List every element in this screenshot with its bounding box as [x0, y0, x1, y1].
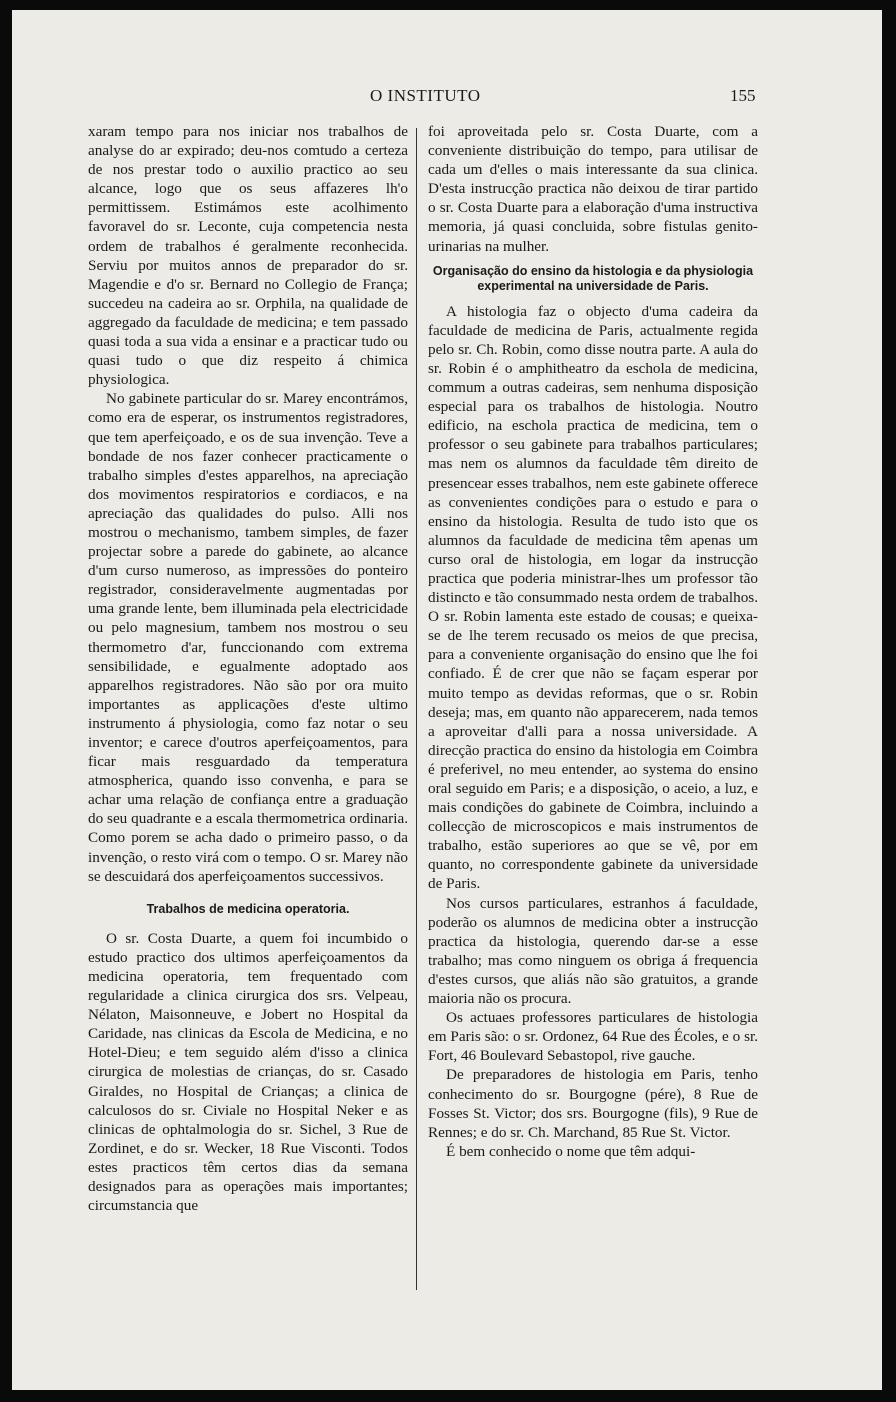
section-heading-histologia: Organisação do ensino da histologia e da physiologia experimental na universidade de Paris.: [432, 263, 754, 293]
running-title: O INSTITUTO: [370, 86, 481, 105]
right-column: [428, 122, 758, 1161]
column-divider: [416, 128, 417, 1290]
page-number: 155: [730, 86, 756, 105]
right-paragraph-4: Os actuaes professores particulares de histologia em Paris são: o sr. Ordonez, 64 Rue des Écoles, e o sr. Fort, 46 Boulevard Sebastopol, rive gauche.: [428, 1009, 758, 1065]
right-paragraph-6: É bem conhecido o nome que têm adqui-: [446, 1142, 696, 1160]
left-paragraph-3: O sr. Costa Duarte, a quem foi incumbido o estudo practico dos ultimos aperfeiçoamentos da medicina operatoria, tem frequentado com regularidade a clinica cirurgica dos srs. Velpeau, Nélaton, Maisonneuve, e Jobert no Hospital da Caridade, nas clinicas da Escola de Medicina, e no Hotel-Dieu; e tem seguido além d'isso a clinica cirurgica de molestias de crianças, do sr. Casado Giraldes, no Hospital de Crianças; a clinica de calculosos do sr. Civiale no Hospital Neker e as clinicas de ophtalmologia do sr. Sichel, 3 Rue de Zordinet, e do sr. Wecker, 18 Rue Visconti. Todos estes practicos têm certos dias da semana designados para as operações mais importantes; circumstancia que: [88, 929, 408, 1215]
left-column: [88, 122, 408, 1215]
right-paragraph-1: foi aproveitada pelo sr. Costa Duarte, com a conveniente distribuição do tempo, para utilisar de cada um d'elles o mais interessante da sua clinica. D'esta instrucção practica não deixou de tirar partido o sr. Costa Duarte para a elaboração d'uma instructiva memoria, já quasi concluida, sobre fistulas genito-urinarias na mulher.: [428, 123, 758, 255]
section-heading-medicina-operatoria: Trabalhos de medicina operatoria.: [146, 901, 350, 916]
document-page: [12, 10, 882, 1390]
page-header: [12, 86, 882, 112]
right-paragraph-2: A histologia faz o objecto d'uma cadeira da faculdade de medicina de Paris, actualmente regida pelo sr. Ch. Robin, como disse noutra parte. A aula do sr. Robin é o amphitheatro da eschola de medicina, commum a outras cadeiras, sem nenhuma disposição especial para os trabalhos de histologia. Noutro edificio, na eschola practica de medicina, tem o professor o seu gabinete para trabalhos particulares; mas nem os alumnos da faculdade têm direito de presencear esses trabalhos, nem este gabinete offerece as convenientes condições para o estudo e para o ensino da histologia. Resulta de tudo isto que os alumnos da faculdade de medicina têm apenas um curso oral de histologia, em logar da instrucção practica que poderia ministrar-lhes um professor tão distincto e tão consummado nesta ordem de trabalhos. O sr. Robin lamenta este estado de cousas; e queixa-se de lhe terem recusado os meios de que precisa, para a conveniente organisação do ensino que lhe foi confiado. É de crer que não se façam esperar por muito tempo as devidas reformas, que o sr. Robin deseja; mas, em quanto não apparecerem, nada temos a aproveitar d'alli para a nossa universidade. A direcção practica do ensino da histologia em Coimbra é preferivel, no meu entender, ao systema do ensino oral seguido em Paris; e a disposição, o aceio, a luz, e mais condições do gabinete de Coimbra, incluindo a collecção de microscopicos e mais instrumentos de trabalho, estão superiores ao que se vê, por em quanto, no correspondente gabinete da universidade de Paris.: [428, 302, 758, 893]
right-paragraph-3: Nos cursos particulares, estranhos á faculdade, poderão os alumnos de medicina obter a instrucção practica da histologia, querendo dar-se a esse trabalho; mas como ninguem os obriga á frequencia d'estes cursos, que aliás não são gratuitos, a grande maioria não os procura.: [428, 894, 758, 1008]
left-paragraph-2: No gabinete particular do sr. Marey encontrámos, como era de esperar, os instrumentos registradores, que tem aperfeiçoado, e os de sua invenção. Teve a bondade de nos fazer conhecer practicamente o trabalho simples d'estes apparelhos, na apreciação dos movimentos respiratorios e cordiacos, e na apreciação das qualidades do pulso. Alli nos mostrou o mechanismo, tambem simples, de fazer projectar sobre a parede do gabinete, ao alcance d'um curso numeroso, as impressões do ponteiro registrador, consideravelmente augmentadas por uma grande lente, bem illuminada pela electricidade ou pelo magnesium, tambem nos mostrou o seu thermometro d'ar, funccionando com extrema sensibilidade, e egualmente adoptado aos apparelhos registradores. Não são por ora muito importantes as applicações d'este ultimo instrumento á physiologia, como faz notar o seu inventor; e carece d'outros aperfeiçoamentos, para ficar mais resguardado da temperatura atmospherica, quando isso convenha, e para se achar uma relação de confiança entre a graduação do seu quadrante e a escala thermometrica ordinaria. Como porem se acha dado o primeiro passo, o da invenção, o resto virá com o tempo. O sr. Marey não se descuidará dos aperfeiçoamentos successivos.: [88, 390, 408, 885]
left-paragraph-1: xaram tempo para nos iniciar nos trabalhos de analyse do ar expirado; deu-nos comtudo a certeza de nos prestar todo o auxilio practico ao seu alcance, logo que os seus affazeres lh'o permittissem. Estimámos este acolhimento favoravel do sr. Leconte, cuja competencia nesta ordem de trabalhos é geralmente reconhecida. Serviu por muitos annos de preparador do sr. Magendie e d'o sr. Bernard no Collegio de França; succedeu na cadeira ao sr. Orphila, na qualidade de aggregado da faculdade de medicina; e tem passado quasi toda a sua vida a ensinar e a practicar tudo ou quasi tudo o que diz respeito á chimica physiologica.: [88, 123, 408, 389]
right-paragraph-5: De preparadores de histologia em Paris, tenho conhecimento do sr. Bourgogne (pére), 8 Rue de Fosses St. Victor; dos srs. Bourgogne (fils), 9 Rue de Rennes; e do sr. Ch. Marchand, 85 Rue St. Victor.: [428, 1066, 758, 1141]
